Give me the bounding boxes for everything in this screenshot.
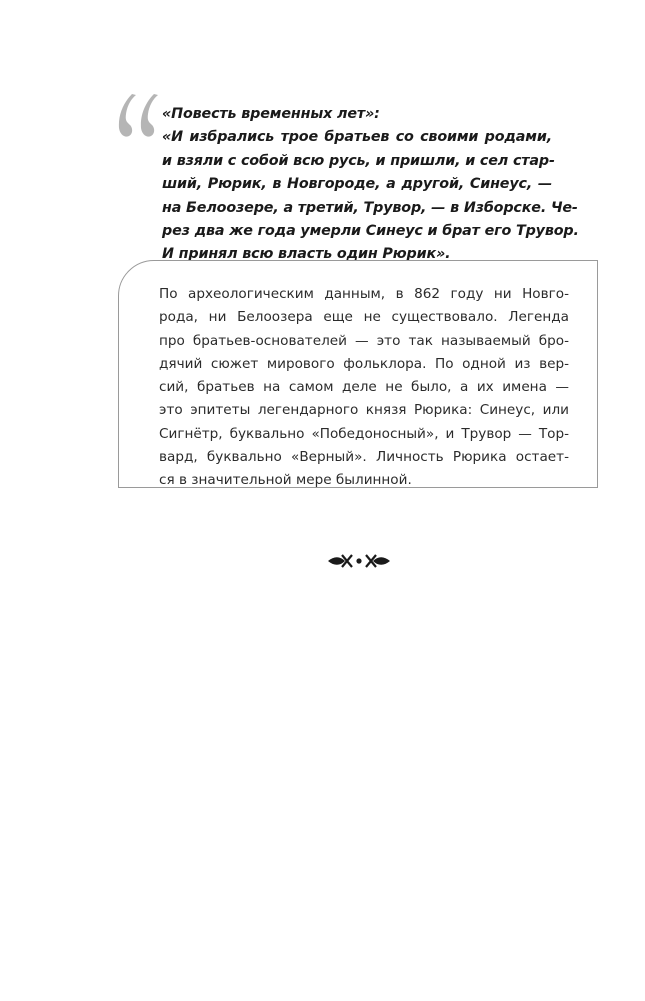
note-line: сий, братьев на самом деле не было, а их имена — [159, 379, 569, 396]
note-line: дячий сюжет мирового фольклора. По одной из вер- [159, 355, 569, 372]
note-text [159, 283, 569, 493]
quote-source: «Повесть временных лет»: [162, 106, 380, 122]
note-line: это эпитеты легендарного князя Рюрика: Синеус, или [159, 402, 569, 419]
note-line: рода, ни Белоозера еще не существовало. Легенда [159, 309, 569, 326]
quote-line: «И избрались трое братьев со своими родами, [162, 129, 552, 146]
quote-line: и взяли с собой всю русь, и пришли, и сел стар- [162, 152, 555, 169]
section-divider-ornament-icon [328, 554, 390, 568]
quote-line: ший, Рюрик, в Новгороде, а другой, Синеус, — [162, 176, 552, 193]
note-line: По археологическим данным, в 862 году ни Новго- [159, 286, 569, 302]
quote-line: на Белоозере, а третий, Трувор, — в Изборске. Че- [162, 199, 578, 216]
quote-line: рез два же года умерли Синеус и брат его Трувор. [162, 223, 579, 240]
note-line: ся в значительной мере былинной. [159, 472, 412, 489]
note-line: про братьев-основателей — это так называемый бро- [159, 332, 569, 349]
open-quote-icon [112, 88, 168, 144]
note-line: Сигнётр, буквально «Победоносный», и Трувор — Тор- [159, 425, 569, 442]
chronicle-quote [162, 103, 579, 267]
quote-line: И принял всю власть один Рюрик». [162, 246, 451, 263]
note-line: вард, буквально «Верный». Личность Рюрика остает- [159, 449, 569, 466]
